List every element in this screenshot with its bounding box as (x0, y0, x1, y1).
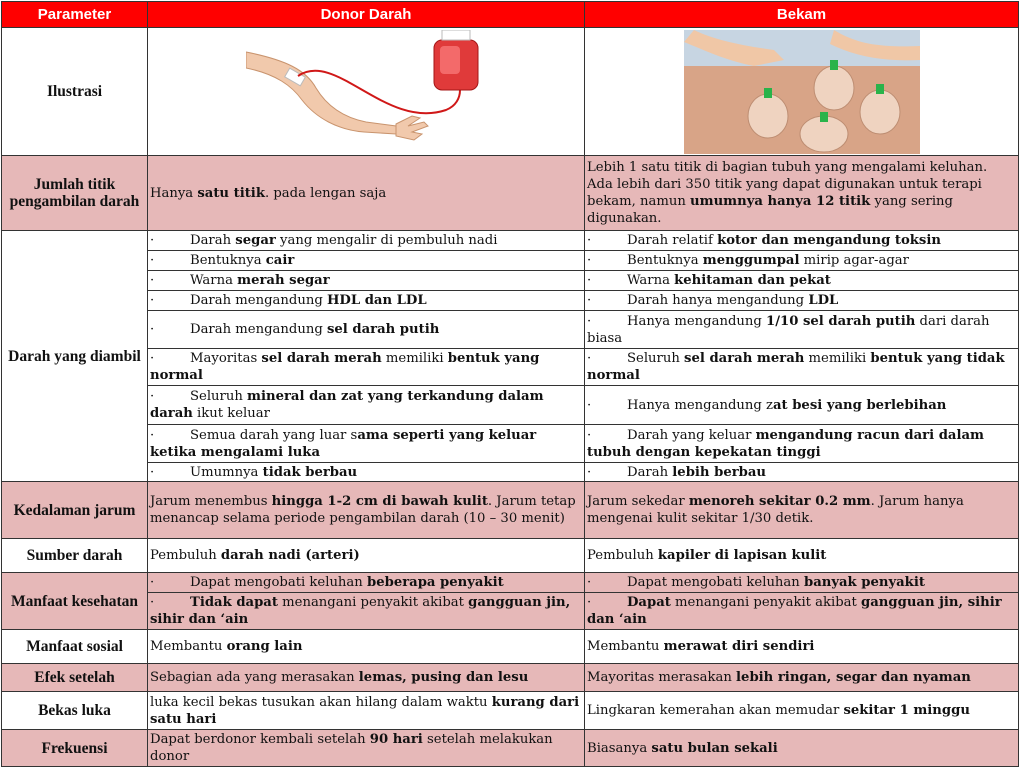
bold-text: bentuk yang normal (150, 351, 540, 383)
bekam-jumlah: Lebih 1 satu titik di bagian tubuh yang mengalami keluhan. Ada lebih dari 350 titik yang dapat digunakan untuk terapi bekam, namun umumnya hanya 12 titik yang sering digunakan. (585, 156, 1019, 231)
row-bekas (2, 692, 1019, 730)
bold-text: at besi yang berlebihan (772, 397, 947, 413)
bold-text: hingga 1-2 cm di bawah kulit (271, 494, 488, 509)
row-manfaat-sosial (2, 630, 1019, 664)
bullet: · (587, 313, 592, 329)
bullet: · (587, 595, 592, 610)
donor-darah-3: · Warna merah segar (148, 271, 585, 291)
row-darah-8 (2, 425, 1019, 463)
comparison-table (1, 1, 1019, 767)
donor-darah-7: · Seluruh mineral dan zat yang terkandung dalam darah ikut keluar (148, 386, 585, 425)
bold-text: Dapat (627, 595, 671, 610)
bold-text: sel darah merah (684, 351, 805, 366)
row-manfaat-kes-2 (2, 593, 1019, 630)
bold-text: mineral dan zat yang terkandung dalam darah (150, 389, 544, 421)
label-ilustrasi: Ilustrasi (2, 28, 148, 156)
bullet: · (150, 233, 155, 248)
header-row (2, 2, 1019, 28)
bold-text: kehitaman dan pekat (674, 273, 831, 288)
bold-text: bentuk yang tidak normal (587, 351, 1005, 383)
row-darah-4 (2, 291, 1019, 311)
row-darah-5 (2, 311, 1019, 349)
bold-text: HDL dan LDL (326, 293, 427, 308)
blood-donation-image (246, 30, 486, 154)
bullet: · (587, 351, 592, 366)
bekam-darah-8: · Darah yang keluar mengandung racun dari dalam tubuh dengan kepekatan tinggi (585, 425, 1019, 463)
bullet: · (150, 464, 155, 480)
label-manfaat-sosial: Manfaat sosial (2, 630, 148, 664)
bekam-manfaat-sosial: Membantu merawat diri sendiri (585, 630, 1019, 664)
bold-text: menoreh sekitar 0.2 mm (688, 494, 871, 509)
bullet: · (150, 389, 155, 404)
row-darah-7 (2, 386, 1019, 425)
label-kedalaman: Kedalaman jarum (2, 482, 148, 539)
bold-text: lebih berbau (672, 464, 767, 480)
row-frekuensi (2, 730, 1019, 767)
bold-text: lemas, pusing dan lesu (358, 670, 529, 685)
header-bekam: Bekam (585, 2, 1019, 28)
label-jumlah: Jumlah titik pengambilan darah (2, 156, 148, 231)
bold-text: menggumpal (702, 253, 800, 268)
donor-frekuensi: Dapat berdonor kembali setelah 90 hari setelah melakukan donor (148, 730, 585, 767)
label-manfaat-kesehatan: Manfaat kesehatan (2, 573, 148, 630)
donor-darah-2: · Bentuknya cair (148, 251, 585, 271)
bekam-darah-5: · Hanya mengandung 1/10 sel darah putih dari darah biasa (585, 311, 1019, 349)
label-bekas: Bekas luka (2, 692, 148, 730)
cupping-image (684, 30, 920, 154)
donor-illustration-cell (148, 28, 585, 156)
bullet: · (150, 575, 155, 590)
row-ilustrasi (2, 28, 1019, 156)
bold-text: satu titik (197, 185, 265, 201)
bekam-darah-7: · Hanya mengandung zat besi yang berlebihan (585, 386, 1019, 425)
bold-text: merawat diri sendiri (663, 639, 815, 654)
bullet: · (587, 293, 592, 308)
row-jumlah (2, 156, 1019, 231)
bold-text: sekitar 1 minggu (843, 703, 970, 718)
label-frekuensi: Frekuensi (2, 730, 148, 767)
bold-text: beberapa penyakit (366, 575, 504, 590)
bullet: · (587, 233, 592, 248)
bekam-kedalaman: Jarum sekedar menoreh sekitar 0.2 mm. Jarum hanya mengenai kulit sekitar 1/30 detik. (585, 482, 1019, 539)
bold-text: darah nadi (arteri) (220, 548, 360, 563)
bullet: · (587, 397, 592, 413)
label-efek: Efek setelah (2, 664, 148, 692)
bold-text: merah segar (237, 273, 330, 288)
bekam-darah-4: · Darah hanya mengandung LDL (585, 291, 1019, 311)
bullet: · (150, 322, 155, 337)
bullet: · (150, 351, 155, 366)
row-manfaat-kes-1 (2, 573, 1019, 593)
header-donor: Donor Darah (148, 2, 585, 28)
bold-text: LDL (808, 293, 839, 308)
donor-manfaat-kes-1: · Dapat mengobati keluhan beberapa penyakit (148, 573, 585, 593)
bekam-darah-9: · Darah lebih berbau (585, 463, 1019, 482)
bold-text: satu bulan sekali (651, 740, 778, 756)
donor-darah-9: · Umumnya tidak berbau (148, 463, 585, 482)
label-sumber: Sumber darah (2, 539, 148, 573)
bold-text: 90 hari (369, 732, 423, 747)
bekam-sumber: Pembuluh kapiler di lapisan kulit (585, 539, 1019, 573)
donor-manfaat-sosial: Membantu orang lain (148, 630, 585, 664)
bold-text: Tidak dapat (190, 595, 278, 610)
row-darah-9 (2, 463, 1019, 482)
bold-text: mengandung racun dari dalam tubuh dengan kepekatan tinggi (587, 427, 984, 460)
bullet: · (587, 575, 592, 590)
row-efek (2, 664, 1019, 692)
bullet: · (587, 464, 592, 480)
bold-text: ama seperti yang keluar ketika mengalami luka (150, 427, 537, 460)
donor-bekas: luka kecil bekas tusukan akan hilang dalam waktu kurang dari satu hari (148, 692, 585, 730)
header-parameter: Parameter (2, 2, 148, 28)
bold-text: sel darah putih (326, 322, 440, 337)
row-darah-2 (2, 251, 1019, 271)
donor-darah-8: · Semua darah yang luar sama seperti yang keluar ketika mengalami luka (148, 425, 585, 463)
bold-text: banyak penyakit (803, 575, 925, 590)
row-darah-1 (2, 231, 1019, 251)
bullet: · (587, 253, 592, 268)
bullet: · (150, 595, 155, 610)
bekam-manfaat-kes-2: · Dapat menangani penyakit akibat gangguan jin, sihir dan ‘ain (585, 593, 1019, 630)
bold-text: tidak berbau (262, 464, 358, 480)
bold-text: cair (265, 253, 295, 268)
bold-text: kapiler di lapisan kulit (657, 548, 827, 563)
bold-text: sel darah merah (261, 351, 382, 366)
bold-text: orang lain (226, 639, 303, 654)
donor-jumlah: Hanya satu titik. pada lengan saja (148, 156, 585, 231)
row-darah-6 (2, 349, 1019, 386)
donor-efek: Sebagian ada yang merasakan lemas, pusing dan lesu (148, 664, 585, 692)
donor-kedalaman: Jarum menembus hingga 1-2 cm di bawah kulit. Jarum tetap menancap selama periode pengambilan darah (10 – 30 menit) (148, 482, 585, 539)
bullet: · (150, 253, 155, 268)
donor-darah-4: · Darah mengandung HDL dan LDL (148, 291, 585, 311)
bold-text: lebih ringan, segar dan nyaman (736, 670, 971, 685)
bullet: · (150, 427, 155, 443)
bold-text: segar (235, 233, 276, 248)
bullet: · (150, 293, 155, 308)
donor-darah-6: · Mayoritas sel darah merah memiliki bentuk yang normal (148, 349, 585, 386)
donor-darah-5: · Darah mengandung sel darah putih (148, 311, 585, 349)
bekam-illustration-cell (585, 28, 1019, 156)
bold-text: gangguan jin, sihir dan ‘ain (587, 595, 1002, 627)
bold-text: 1/10 sel darah putih (766, 313, 916, 329)
donor-manfaat-kes-2: · Tidak dapat menangani penyakit akibat gangguan jin, sihir dan ‘ain (148, 593, 585, 630)
label-darah: Darah yang diambil (2, 231, 148, 482)
bold-text: kotor dan mengandung toksin (717, 233, 941, 248)
bekam-manfaat-kes-1: · Dapat mengobati keluhan banyak penyakit (585, 573, 1019, 593)
donor-darah-1: · Darah segar yang mengalir di pembuluh nadi (148, 231, 585, 251)
bullet: · (587, 427, 592, 443)
bekam-darah-2: · Bentuknya menggumpal mirip agar-agar (585, 251, 1019, 271)
bullet: · (587, 273, 592, 288)
bekam-darah-1: · Darah relatif kotor dan mengandung toksin (585, 231, 1019, 251)
row-darah-3 (2, 271, 1019, 291)
bekam-darah-3: · Warna kehitaman dan pekat (585, 271, 1019, 291)
bold-text: kurang dari satu hari (150, 694, 580, 727)
bekam-efek: Mayoritas merasakan lebih ringan, segar dan nyaman (585, 664, 1019, 692)
bullet: · (150, 273, 155, 288)
bekam-frekuensi: Biasanya satu bulan sekali (585, 730, 1019, 767)
donor-sumber: Pembuluh darah nadi (arteri) (148, 539, 585, 573)
row-kedalaman (2, 482, 1019, 539)
bold-text: umumnya hanya 12 titik (690, 194, 871, 209)
bekam-darah-6: · Seluruh sel darah merah memiliki bentuk yang tidak normal (585, 349, 1019, 386)
bold-text: gangguan jin, sihir dan ‘ain (150, 595, 571, 627)
bekam-bekas: Lingkaran kemerahan akan memudar sekitar 1 minggu (585, 692, 1019, 730)
row-sumber (2, 539, 1019, 573)
